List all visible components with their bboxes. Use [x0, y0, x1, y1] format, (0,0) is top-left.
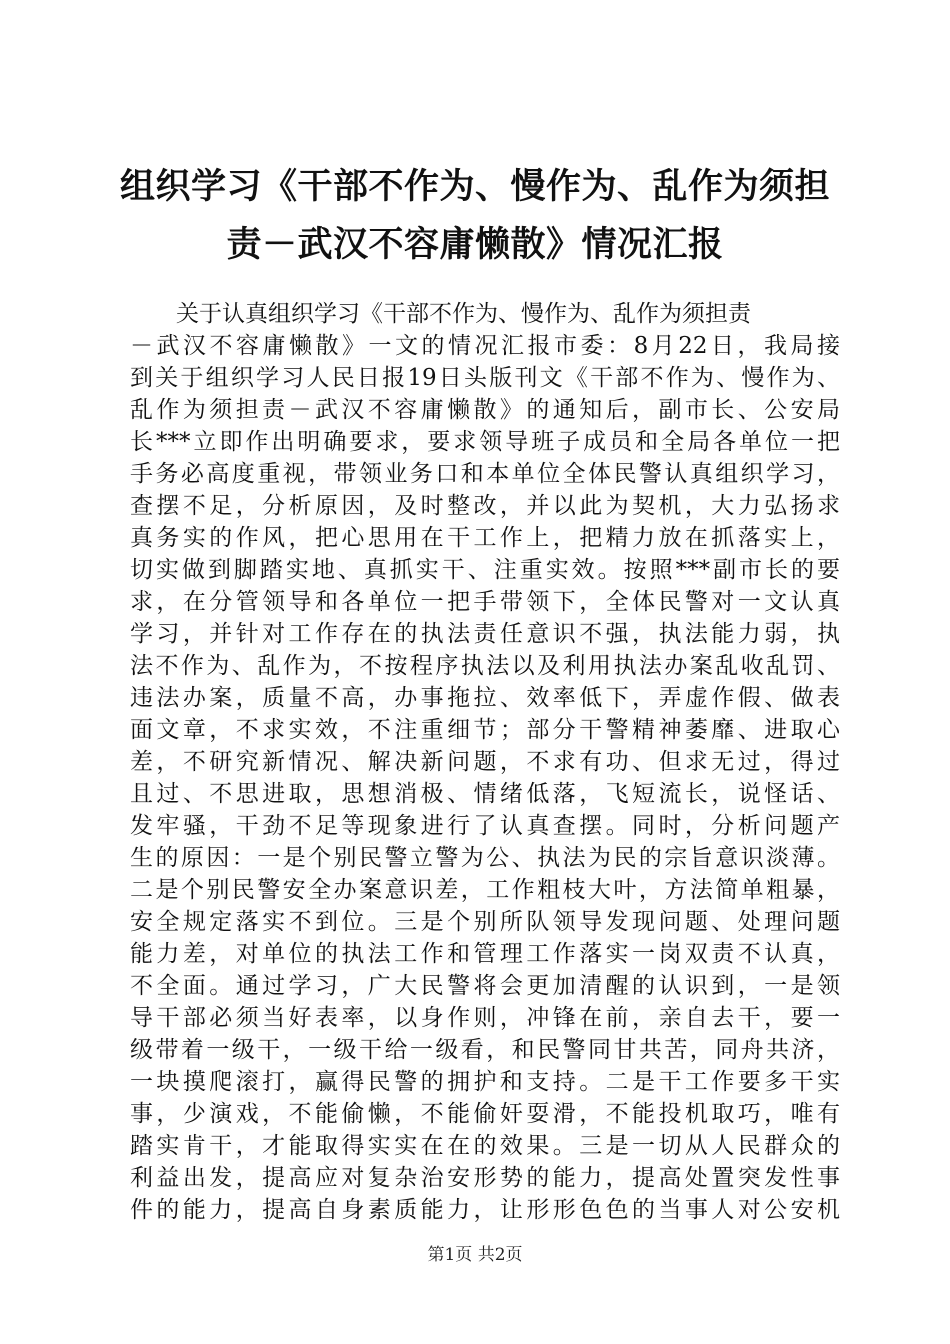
page-footer: 第1页 共2页 [427, 1245, 523, 1265]
body-line: 事，少演戏，不能偷懒，不能偷奸耍滑，不能投机取巧，唯有 [130, 1101, 840, 1127]
body-line: 关于认真组织学习《干部不作为、慢作为、乱作为须担责 [130, 301, 751, 327]
title-line-2: 责－武汉不容庸懒散》情况汇报 [226, 225, 724, 265]
body-line: 且过、不思进取，思想消极、情绪低落，飞短流长，说怪话、 [130, 781, 840, 807]
body-line: 手务必高度重视，带领业务口和本单位全体民警认真组织学习， [130, 461, 840, 487]
body-line: 差，不研究新情况、解决新问题，不求有功、但求无过，得过 [130, 749, 840, 775]
body-line: 能力差，对单位的执法工作和管理工作落实一岗双责不认真， [130, 941, 840, 967]
body-paragraph [130, 298, 840, 1226]
body-line: 查摆不足，分析原因，及时整改，并以此为契机，大力弘扬求 [130, 493, 840, 519]
body-line: 长***立即作出明确要求，要求领导班子成员和全局各单位一把 [130, 429, 840, 455]
body-line: 生的原因：一是个别民警立警为公、执法为民的宗旨意识淡薄。 [130, 845, 840, 871]
body-line: 利益出发，提高应对复杂治安形势的能力，提高处置突发性事 [130, 1165, 840, 1191]
body-line: 二是个别民警安全办案意识差，工作粗枝大叶，方法简单粗暴， [130, 877, 840, 903]
body-line: 面文章，不求实效，不注重细节；部分干警精神萎靡、进取心 [130, 717, 840, 743]
body-line: －武汉不容庸懒散》一文的情况汇报市委：8月22日，我局接 [130, 333, 840, 359]
body-line: 学习，并针对工作存在的执法责任意识不强，执法能力弱，执 [130, 621, 840, 647]
document-title [100, 158, 850, 274]
body-line: 一块摸爬滚打，赢得民警的拥护和支持。二是干工作要多干实 [130, 1069, 840, 1095]
body-line: 安全规定落实不到位。三是个别所队领导发现问题、处理问题 [130, 909, 840, 935]
body-line: 乱作为须担责－武汉不容庸懒散》的通知后，副市长、公安局 [130, 397, 840, 423]
body-line: 导干部必须当好表率，以身作则，冲锋在前，亲自去干，要一 [130, 1005, 840, 1031]
title-line-1: 组织学习《干部不作为、慢作为、乱作为须担 [119, 167, 830, 207]
body-line: 件的能力，提高自身素质能力，让形形色色的当事人对公安机 [130, 1197, 840, 1223]
body-line: 踏实肯干，才能取得实实在在的效果。三是一切从人民群众的 [130, 1133, 840, 1159]
body-line: 违法办案，质量不高，办事拖拉、效率低下，弄虚作假、做表 [130, 685, 840, 711]
body-line: 真务实的作风，把心思用在干工作上，把精力放在抓落实上， [130, 525, 840, 551]
body-line: 法不作为、乱作为，不按程序执法以及利用执法办案乱收乱罚、 [130, 653, 840, 679]
body-line: 发牢骚，干劲不足等现象进行了认真查摆。同时，分析问题产 [130, 813, 840, 839]
body-line: 级带着一级干，一级干给一级看，和民警同甘共苦，同舟共济， [130, 1037, 840, 1063]
body-line: 不全面。通过学习，广大民警将会更加清醒的认识到，一是领 [130, 973, 840, 999]
body-line: 到关于组织学习人民日报19日头版刊文《干部不作为、慢作为、 [130, 365, 840, 391]
body-line: 求，在分管领导和各单位一把手带领下，全体民警对一文认真 [130, 589, 840, 615]
body-line: 切实做到脚踏实地、真抓实干、注重实效。按照***副市长的要 [130, 557, 840, 583]
